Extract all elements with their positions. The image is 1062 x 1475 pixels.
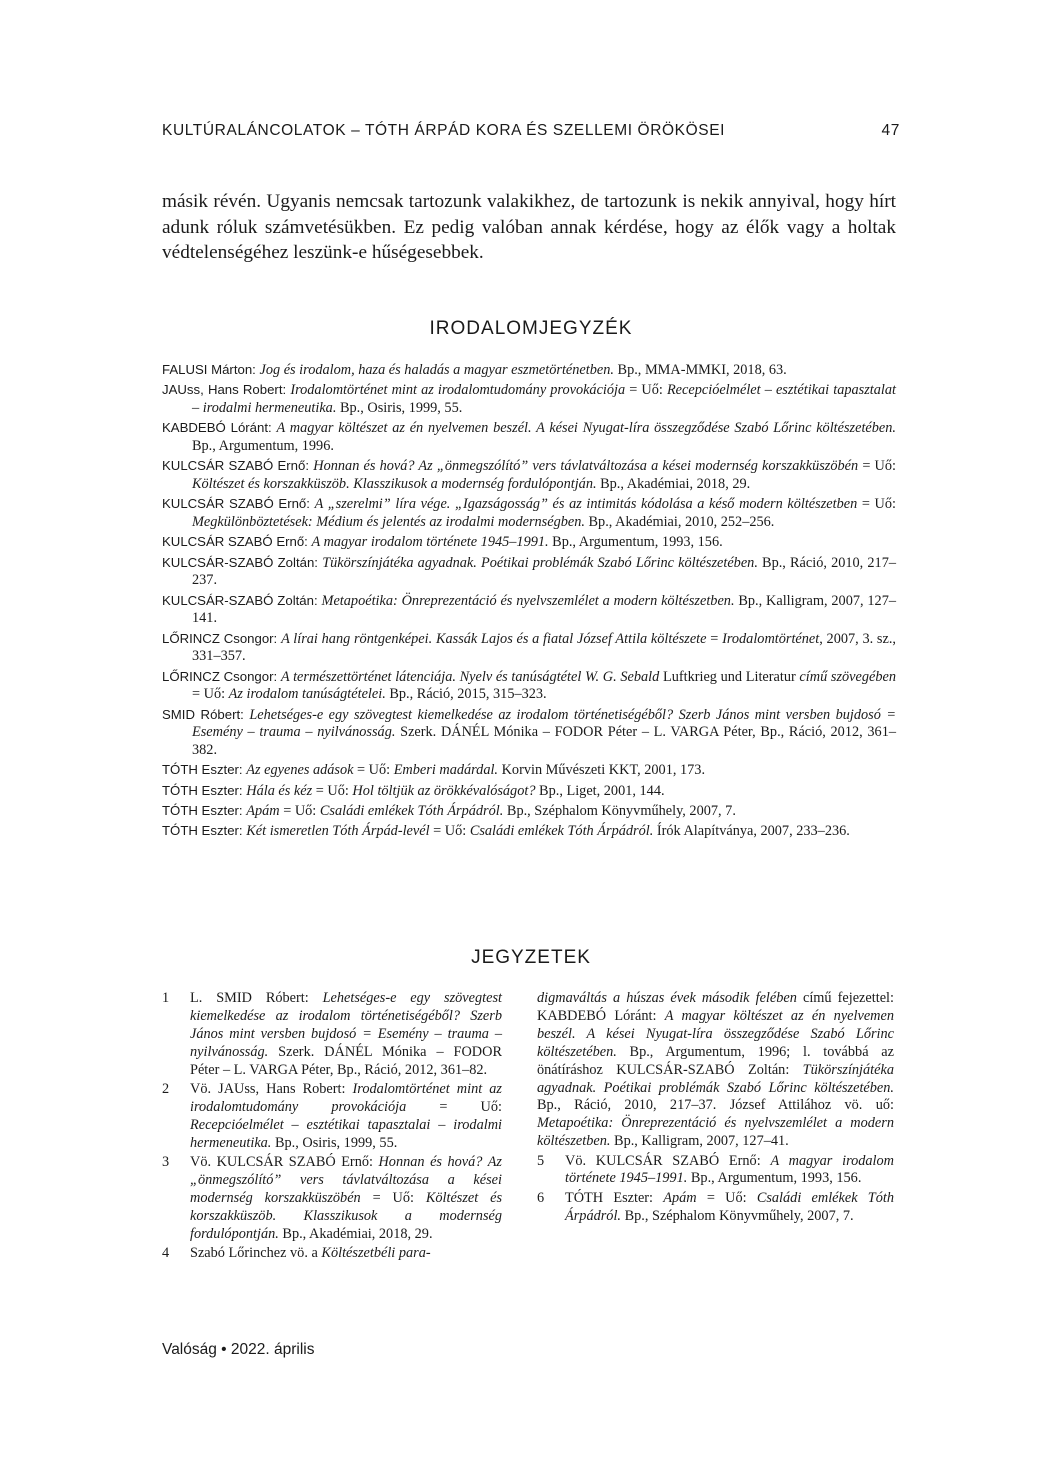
bibliography-entry bbox=[162, 533, 896, 552]
bibliography-entry bbox=[162, 802, 896, 821]
author-name: TÓTH Eszter: bbox=[162, 823, 247, 839]
bibliography-title: IRODALOMJEGYZÉK bbox=[429, 318, 633, 339]
italic-title: Irodalomtörténet bbox=[722, 630, 820, 647]
citation-text: Bp., Ráció, 2010, 217–37. József Attilához vö. uő: bbox=[537, 1097, 894, 1114]
bibliography-entry bbox=[162, 761, 896, 780]
italic-title: Megkülönböztetések: Médium és jelentés az irodalmi modernségben. bbox=[192, 514, 585, 530]
citation-text: Bp., Osiris, 1999, 55. bbox=[336, 400, 463, 416]
footnote bbox=[537, 1153, 894, 1189]
italic-title: Két ismeretlen Tóth Árpád-levél bbox=[246, 823, 430, 840]
bibliography-entry bbox=[162, 706, 896, 760]
author-name: L. SMID Róbert: bbox=[190, 990, 323, 1006]
italic-title: Recepcióelmélet – esztétikai tapasztalai – irodalmi hermeneutika. bbox=[190, 1116, 502, 1151]
bibliography-entry bbox=[162, 361, 896, 380]
footnote bbox=[162, 990, 502, 1080]
notes-right-column bbox=[537, 990, 894, 1227]
italic-title: A magyar irodalom története 1945–1991. bbox=[565, 1152, 894, 1187]
footnote-number: 4 bbox=[162, 1244, 170, 1261]
italic-title: A természettörténet látenciája. Nyelv és tanúságtétel W. G. Sebald bbox=[280, 668, 660, 685]
author-name: JAUss, Hans Robert: bbox=[162, 382, 291, 398]
author-name: TÓTH Eszter: bbox=[565, 1189, 664, 1206]
italic-title: Emberi madárdal. bbox=[393, 762, 499, 779]
bibliography-entry bbox=[162, 822, 896, 841]
author-name: Vö. KULCSÁR SZABÓ Ernő: bbox=[565, 1152, 771, 1169]
italic-title: Tükörszínjátéka agyadnak. Poétikai problémák Szabó Lőrinc költészetében. bbox=[322, 554, 758, 571]
author-name: KABDEBÓ Lóránt: bbox=[162, 420, 277, 436]
italic-title: Irodalomtörténet mint az irodalomtudomány provokációja bbox=[290, 382, 626, 399]
citation-text: Bp., MMA-MMKI, 2018, 63. bbox=[613, 362, 787, 378]
italic-title: Költészet és korszakküszöb. Klasszikusok a modernség fordulópontján. bbox=[192, 476, 597, 492]
author-name: LŐRINCZ Csongor: bbox=[162, 630, 282, 646]
footnote-number: 1 bbox=[162, 990, 170, 1006]
citation-text: Bp., Ráció, 2010, 217–237. bbox=[192, 554, 896, 589]
bibliography-entry bbox=[162, 630, 896, 666]
page-number: 47 bbox=[881, 122, 900, 139]
citation-text: című fejezettel: KABDEBÓ Lóránt: bbox=[537, 990, 894, 1024]
footnote-number: 3 bbox=[162, 1153, 170, 1170]
italic-title: A magyar irodalom története 1945–1991. bbox=[311, 534, 549, 551]
author-name: TÓTH Eszter: bbox=[162, 762, 247, 778]
citation-text: = Uő: bbox=[858, 458, 896, 475]
citation-text: = Uő: bbox=[353, 762, 394, 779]
notes-title: JEGYZETEK bbox=[471, 947, 591, 968]
italic-title: Családi emlékek Tóth Árpádról. bbox=[319, 802, 504, 819]
italic-title: digmaváltás a húszas évek második felében bbox=[537, 990, 797, 1006]
italic-title: Apám bbox=[246, 802, 280, 819]
citation-text: Bp., Akadémiai, 2010, 252–256. bbox=[584, 514, 775, 530]
italic-title: Családi emlékek Tóth Árpádról. bbox=[469, 823, 654, 840]
citation-text: = Uő: bbox=[192, 686, 229, 703]
citation-text: Bp., Argumentum, 1996; l. továbbá az önátíráshoz KULCSÁR-SZABÓ Zoltán: bbox=[537, 1043, 894, 1078]
footnote-number: 2 bbox=[162, 1080, 170, 1097]
footnote bbox=[162, 1245, 502, 1263]
footnote-number: 5 bbox=[537, 1152, 545, 1169]
bibliography-entry bbox=[162, 495, 896, 531]
citation-text: Bp., Osiris, 1999, 55. bbox=[271, 1134, 398, 1151]
bibliography-entry bbox=[162, 782, 896, 801]
footnote bbox=[162, 1081, 502, 1153]
citation-text: , 2007, 3. sz., 331–357. bbox=[192, 630, 896, 665]
citation-text: Szerk. DÁNÉL Mónika – FODOR Péter – L. VARGA Péter, Bp., Ráció, 2012, 361–382. bbox=[192, 724, 896, 758]
italic-title: Metapoétika: Önreprezentáció és nyelvszemlélet a modern költészetben. bbox=[537, 1115, 894, 1150]
italic-title: A lírai hang röntgenképei. Kassák Lajos és a fiatal József Attila költészete bbox=[281, 630, 707, 647]
bibliography-list bbox=[162, 361, 896, 842]
citation-text: Bp., Argumentum, 1993, 156. bbox=[548, 534, 723, 551]
running-title: KULTÚRALÁNCOLATOK – TÓTH ÁRPÁD KORA ÉS SZELLEMI ÖRÖKÖSEI bbox=[162, 122, 726, 139]
author-name: KULCSÁR-SZABÓ Zoltán: bbox=[162, 592, 322, 608]
bibliography-entry bbox=[162, 554, 896, 590]
author-name: TÓTH Eszter: bbox=[162, 802, 247, 818]
italic-title: Jog és irodalom, haza és haladás a magyar eszmetörténetben. bbox=[259, 362, 614, 378]
citation-text: Bp., Argumentum, 1996. bbox=[192, 438, 334, 454]
italic-title: Irodalomtörténet mint az irodalomtudomány provokációja bbox=[190, 1080, 502, 1115]
notes-left-column bbox=[162, 990, 502, 1264]
citation-text: = bbox=[706, 630, 723, 647]
citation-text: = Uő: bbox=[360, 1189, 426, 1206]
footnote bbox=[537, 1190, 894, 1226]
italic-title: Költészet és korszakküszöb. Klasszikusok a modernség fordulópontján. bbox=[190, 1189, 503, 1242]
italic-title: A magyar költészet az én nyelvemen beszél. A kései Nyugat-líra összegződése Szabó Lőrinc költészetében. bbox=[537, 1007, 894, 1060]
citation-text: Bp., Akadémiai, 2018, 29. bbox=[596, 476, 751, 492]
italic-title: Recepcióelmélet – esztétikai tapasztalat – irodalmi hermeneutika. bbox=[192, 382, 896, 416]
citation-text: Írók Alapítványa, 2007, 233–236. bbox=[653, 823, 850, 840]
citation-text: Szabó Lőrinchez vö. a bbox=[190, 1244, 322, 1261]
italic-title: Lehetséges-e egy szövegtest kiemelkedése az irodalom történetiségéből? Szerb János mint versben bujdosó = Esemény – trauma – nyilvánosság. bbox=[190, 990, 503, 1060]
author-name: FALUSI Márton: bbox=[162, 362, 260, 377]
bibliography-entry bbox=[162, 457, 896, 493]
bibliography-entry bbox=[162, 419, 896, 455]
citation-text: = Uő: bbox=[279, 802, 320, 819]
bibliography-entry bbox=[162, 668, 896, 704]
italic-title: Költészetbéli para- bbox=[321, 1244, 431, 1261]
running-header bbox=[162, 122, 900, 140]
citation-text: Bp., Kalligram, 2007, 127–41. bbox=[610, 1133, 789, 1150]
citation-text: = Uő: bbox=[429, 823, 470, 840]
footnote bbox=[537, 990, 894, 1151]
bibliography-entry bbox=[162, 592, 896, 628]
footnote-number: 6 bbox=[537, 1189, 545, 1206]
citation-text: Bp., Akadémiai, 2018, 29. bbox=[278, 1225, 433, 1242]
bibliography-entry bbox=[162, 381, 896, 417]
citation-text: Bp., Kalligram, 2007, 127–141. bbox=[192, 592, 896, 627]
body-paragraph: másik révén. Ugyanis nemcsak tartozunk valakikhez, de tartozunk is nekik annyival, hogy hírt adunk róluk számvetésükben. Ez pedig valóban annak kérdése, hogy az élők vagy a holtak védtelenségéhez leszünk-e hűségesebbek. bbox=[162, 191, 896, 263]
citation-text: Szerk. DÁNÉL Mónika – FODOR Péter – L. VARGA Péter, Bp., Ráció, 2012, 361–82. bbox=[190, 1043, 502, 1078]
citation-text: Bp., Széphalom Könyvműhely, 2007, 7. bbox=[621, 1207, 854, 1224]
italic-title: A magyar költészet az én nyelvemen beszél. A kései Nyugat-líra összegződése Szabó Lőrinc költészetében. bbox=[276, 420, 896, 437]
italic-title: Az egyenes adások bbox=[246, 762, 354, 779]
italic-title: Metapoétika: Önreprezentáció és nyelvszemlélet a modern költészetben. bbox=[321, 592, 735, 609]
author-name: KULCSÁR SZABÓ Ernő: bbox=[162, 458, 314, 474]
author-name: TÓTH Eszter: bbox=[162, 782, 247, 798]
citation-text: = Uő: bbox=[312, 782, 353, 799]
italic-title: Hála és kéz bbox=[246, 782, 313, 799]
italic-title: című szövegében bbox=[799, 668, 896, 685]
citation-text: = Uő: bbox=[625, 382, 667, 399]
citation-text: Bp., Ráció, 2015, 315–323. bbox=[385, 686, 547, 703]
citation-text: Bp., Széphalom Könyvműhely, 2007, 7. bbox=[503, 802, 736, 819]
citation-text: = Uő: bbox=[406, 1098, 502, 1115]
author-name: Vö. JAUss, Hans Robert: bbox=[190, 1080, 353, 1097]
author-name: SMID Róbert: bbox=[162, 706, 250, 722]
author-name: KULCSÁR SZABÓ Ernő: bbox=[162, 496, 315, 512]
citation-text: Bp., Argumentum, 1993, 156. bbox=[687, 1170, 862, 1187]
italic-title: Apám bbox=[663, 1189, 697, 1206]
journal-footer: Valóság • 2022. április bbox=[162, 1341, 315, 1358]
citation-text: Korvin Művészeti KKT, 2001, 173. bbox=[498, 762, 706, 779]
author-name: KULCSÁR SZABÓ Ernő: bbox=[162, 534, 312, 550]
author-name: LŐRINCZ Csongor: bbox=[162, 668, 281, 684]
author-name: KULCSÁR-SZABÓ Zoltán: bbox=[162, 554, 323, 570]
italic-title: Tükörszínjátéka agyadnak. Poétikai problémák Szabó Lőrinc költészetében. bbox=[537, 1061, 894, 1096]
italic-title: Lehetséges-e egy szövegtest kiemelkedése az irodalom történetiségéből? Szerb János mint versben bujdosó = Esemény – trauma – nyilvánosság. bbox=[192, 706, 896, 741]
italic-title: Családi emlékek Tóth Árpádról. bbox=[565, 1189, 894, 1224]
author-name: Vö. KULCSÁR SZABÓ Ernő: bbox=[190, 1153, 379, 1170]
citation-text: = Uő: bbox=[857, 496, 896, 513]
citation-text: Bp., Liget, 2001, 144. bbox=[535, 782, 665, 799]
italic-title: Az irodalom tanúságtételei. bbox=[228, 686, 386, 703]
footnote bbox=[162, 1154, 502, 1244]
citation-text: Luftkrieg und Literatur bbox=[659, 668, 800, 685]
italic-title: Hol töltjük az örökkévalóságot? bbox=[352, 782, 536, 799]
italic-title: Honnan és hová? Az „önmegszólító” vers távlatváltozása a kései modernség korszakküszöbén bbox=[313, 458, 859, 475]
italic-title: Honnan és hová? Az „önmegszólító” vers távlatváltozása a kései modernség korszakküszöbén bbox=[190, 1153, 502, 1206]
italic-title: A „szerelmi” líra vége. „Igazságosság” és az intimitás kódolása a késő modern költészetben bbox=[314, 496, 858, 513]
citation-text: = Uő: bbox=[696, 1189, 757, 1206]
